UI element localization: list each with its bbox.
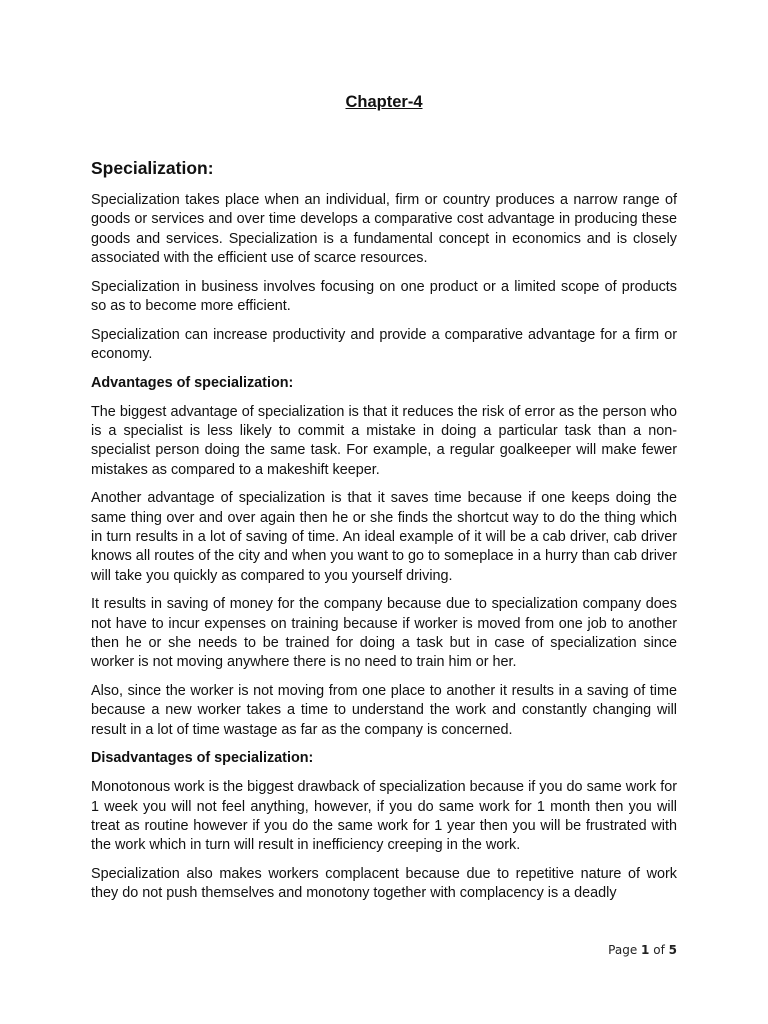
intro-paragraph-3: Specialization can increase productivity and provide a comparative advantage for a firm or economy.: [91, 326, 677, 363]
advantages-heading: Advantages of specialization:: [91, 374, 294, 391]
intro-paragraph-2: Specialization in business involves focusing on one product or a limited scope of products so as to become more efficient.: [91, 278, 677, 314]
document-body: [91, 191, 677, 913]
page-number-footer: [608, 943, 677, 957]
disadvantages-heading: Disadvantages of specialization:: [91, 750, 314, 767]
disadvantages-paragraph-2: Specialization also makes workers complacent because due to repetitive nature of work they do not push themselves and monotony together with complacency is a deadly: [91, 865, 677, 902]
advantages-paragraph-1: The biggest advantage of specialization is that it reduces the risk of error as the person who is a specialist is less likely to commit a mistake in doing a particular task than a non-specialist person doing the same task. For example, a regular goalkeeper will make fewer mistakes as compared to a makeshift keeper.: [91, 403, 677, 478]
section-title: Specialization:: [91, 158, 214, 178]
advantages-paragraph-4: Also, since the worker is not moving from one place to another it results in a saving of time because a new worker takes a time to understand the work and constantly changing will result in a lot of time wastage as far as the company is concerned.: [91, 683, 677, 738]
intro-paragraph-1: Specialization takes place when an individual, firm or country produces a narrow range of goods or services and over time develops a comparative cost advantage in producing these goods and services. Specialization is a fundamental concept in economics and is closely associated with the efficient use of scarce resources.: [91, 192, 677, 266]
page-total: 5: [668, 943, 677, 957]
advantages-paragraph-3: It results in saving of money for the company because due to specialization company does not have to incur expenses on training because if worker is moved from one job to another then he or she needs to be trained for doing a task but in case of specialization since worker is not moving anywhere there is no need to train him or her.: [91, 596, 677, 671]
page-of-label: of: [653, 943, 665, 957]
disadvantages-paragraph-1: Monotonous work is the biggest drawback of specialization because if you do same work for 1 week you will not feel anything, however, if you do same work for 1 month then you will treat as routine however if you do the same work for 1 year then you will be frustrated with the work which in turn will result in inefficiency creeping in the work.: [91, 779, 677, 854]
page-current: 1: [641, 943, 650, 957]
advantages-paragraph-2: Another advantage of specialization is that it saves time because if one keeps doing the same thing over and over again then he or she finds the shortcut way to do the thing which in turn results in a lot of saving of time. An ideal example of it will be a cab driver, cab driver knows all routes of the city and when you want to go to someplace in a hurry than cab driver will take you quickly as compared to you yourself driving.: [91, 490, 677, 584]
chapter-title: Chapter-4: [345, 93, 423, 111]
page-label: Page: [608, 943, 638, 957]
